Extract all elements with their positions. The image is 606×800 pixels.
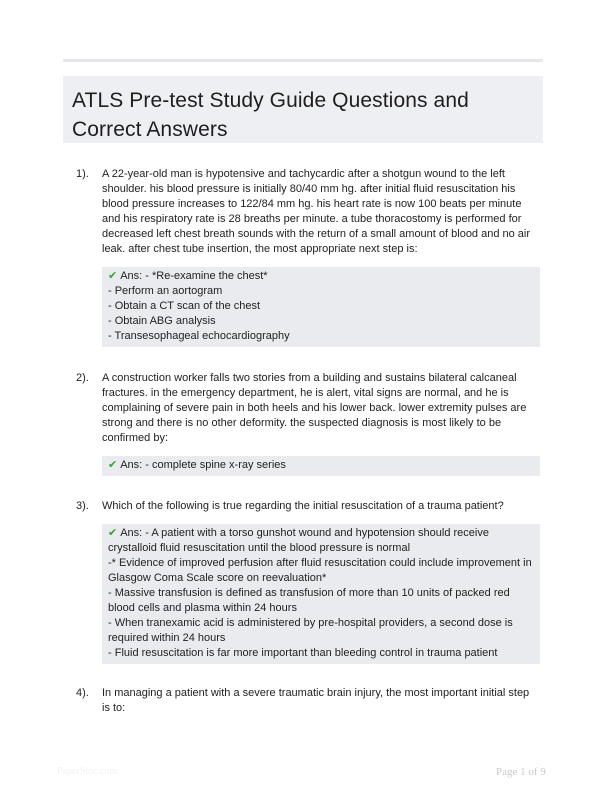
question-text: Which of the following is true regarding the initial resuscitation of a trauma patient?	[102, 500, 504, 512]
answer-line: Ans: - complete spine x-ray series	[120, 459, 286, 471]
page-indicator: Page 1 of 9	[496, 766, 546, 778]
document-title: ATLS Pre-test Study Guide Questions and Correct Answers	[72, 89, 469, 141]
question-text: In managing a patient with a severe traumatic brain injury, the most important initial step is to:	[102, 687, 530, 714]
answer-box	[102, 524, 540, 664]
answer-line: - Transesophageal echocardiography	[108, 330, 290, 342]
question-text: A 22-year-old man is hypotensive and tachycardic after a shotgun wound to the left shoulder. his blood pressure is initially 80/40 mm hg. after initial fluid resuscitation his blood pressure increases to 122/84 mm hg. his heart rate is now 100 beats per minute and his respiratory rate is 28 breaths per minute. a tube thoracostomy is performed for decreased left chest breath sounds with the return of a small amount of blood and no air leak. after chest tube insertion, the most appropriate next step is:	[102, 168, 531, 255]
answer-box	[102, 267, 540, 347]
answer-line: -* Evidence of improved perfusion after fluid resuscitation could include improvement in Glasgow Coma Scale score on reevaluation*	[108, 557, 532, 584]
check-icon: ✔	[108, 527, 118, 539]
question-number: 3).	[76, 500, 89, 512]
check-icon: ✔	[108, 270, 118, 282]
question-number: 1).	[76, 168, 89, 180]
footer-watermark: PaperStoc.com	[57, 766, 118, 777]
title-banner	[63, 76, 543, 143]
question-item	[76, 371, 536, 476]
question-item	[76, 499, 536, 664]
check-icon: ✔	[108, 459, 118, 471]
question-item	[76, 686, 536, 716]
question-number: 4).	[76, 687, 89, 699]
question-item	[76, 167, 536, 347]
answer-line: - Fluid resuscitation is far more important than bleeding control in trauma patient	[108, 647, 498, 659]
answer-line: - When tranexamic acid is administered by pre-hospital providers, a second dose is required within 24 hours	[108, 617, 513, 644]
answer-line: - Obtain a CT scan of the chest	[108, 300, 261, 312]
answer-line: Ans: - A patient with a torso gunshot wound and hypotension should receive crystalloid fluid resuscitation until the blood pressure is normal	[108, 527, 489, 554]
answer-line: - Perform an aortogram	[108, 285, 223, 297]
answer-line: Ans: - *Re-examine the chest*	[120, 270, 268, 282]
question-number: 2).	[76, 372, 89, 384]
answer-box	[102, 456, 540, 476]
top-divider	[63, 59, 543, 62]
answer-line: - Obtain ABG analysis	[108, 315, 216, 327]
answer-line: - Massive transfusion is defined as transfusion of more than 10 units of packed red blood cells and plasma within 24 hours	[108, 587, 510, 614]
question-text: A construction worker falls two stories from a building and sustains bilateral calcaneal fractures. in the emergency department, he is alert, vital signs are normal, and he is complaining of severe pain in both heels and his lower back. lower extremity pulses are strong and there is no other deformity. the suspected diagnosis is most likely to be confirmed by:	[102, 372, 527, 444]
